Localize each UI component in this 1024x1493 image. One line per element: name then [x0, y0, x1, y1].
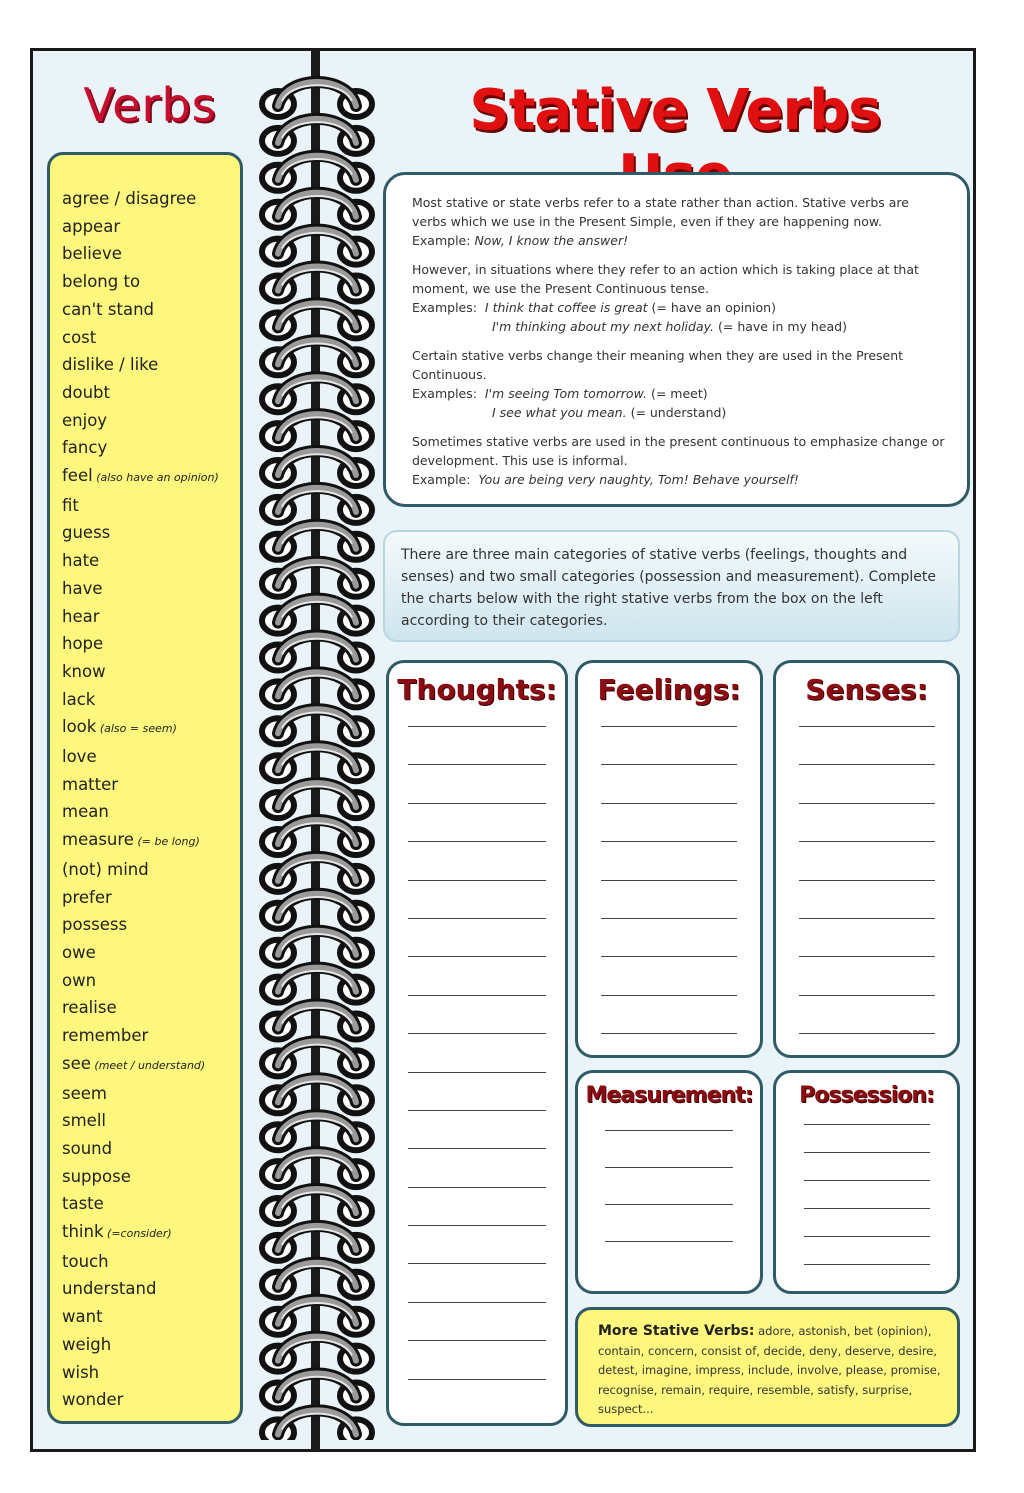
verb-item [62, 884, 240, 912]
answer-line[interactable] [408, 1111, 546, 1149]
verb-word: see [62, 1053, 91, 1073]
verb-word: own [62, 970, 97, 990]
verb-item [62, 1107, 240, 1135]
verb-word: think [62, 1222, 104, 1242]
binding-ring [262, 1078, 372, 1113]
verb-item [62, 268, 240, 296]
verb-word: owe [62, 942, 96, 962]
binding-ring [262, 488, 372, 523]
answer-line[interactable] [601, 919, 737, 957]
example-text: I'm thinking about my next holiday. [492, 319, 715, 334]
verb-item [62, 1275, 240, 1303]
answer-line[interactable] [408, 1341, 546, 1379]
verb-item [62, 630, 240, 658]
answer-line[interactable] [408, 842, 546, 880]
example-label: Example: [412, 472, 471, 487]
verb-word: touch [62, 1251, 109, 1271]
verb-item [62, 1359, 240, 1387]
answer-line[interactable] [408, 881, 546, 919]
task-instructions: There are three main categories of stative verbs (feelings, thoughts and senses) and two small categories (possession and measurement). Complete the charts below with the right stative verbs from the box on the left according to their categories. [383, 530, 960, 642]
answer-line[interactable] [605, 1168, 733, 1205]
binding-ring [262, 377, 372, 412]
thoughts-title: Thoughts: [397, 673, 557, 706]
verb-word: wonder [62, 1390, 124, 1410]
verb-word: have [62, 578, 103, 598]
answer-line[interactable] [408, 996, 546, 1034]
verb-item [62, 603, 240, 631]
more-verbs-label: More Stative Verbs: [598, 1323, 755, 1339]
binding-ring [262, 746, 372, 781]
verb-word: enjoy [62, 410, 108, 430]
measurement-card [575, 1070, 763, 1294]
verb-item [62, 1135, 240, 1163]
binding-ring [262, 340, 372, 375]
verb-item [62, 658, 240, 686]
verb-word: possess [62, 915, 128, 935]
verb-word: guess [62, 523, 111, 543]
verb-item [62, 743, 240, 771]
binding-ring [262, 857, 372, 892]
verb-item [62, 492, 240, 520]
verb-item [62, 575, 240, 603]
binding-ring [262, 414, 372, 449]
binding-ring [262, 525, 372, 560]
answer-line[interactable] [799, 996, 935, 1034]
answer-line[interactable] [804, 1125, 930, 1153]
verb-item [62, 379, 240, 407]
examples-label: Examples: [412, 386, 477, 401]
thoughts-card [386, 660, 568, 1426]
verb-item [62, 324, 240, 352]
feelings-title: Feelings: [597, 673, 741, 706]
senses-card [773, 660, 960, 1058]
binding-ring [262, 1410, 372, 1440]
more-stative-verbs-box [575, 1307, 960, 1427]
answer-line[interactable] [799, 804, 935, 842]
binding-ring [262, 783, 372, 818]
verb-note: (also = seem) [96, 722, 177, 736]
example-note: (= meet) [650, 386, 708, 401]
verb-word: look [62, 717, 97, 737]
explanation-box [383, 172, 970, 507]
binding-ring [262, 1189, 372, 1224]
verb-word: wish [62, 1362, 100, 1382]
verb-item [62, 939, 240, 967]
answer-line[interactable] [601, 706, 737, 727]
verb-item [62, 434, 240, 462]
explanation-p4: Sometimes stative verbs are used in the present continuous to emphasize change or development. This use is informal. [412, 434, 945, 468]
answer-line[interactable] [601, 842, 737, 880]
answer-line[interactable] [804, 1237, 930, 1265]
verb-item [62, 967, 240, 995]
verb-word: feel [62, 466, 93, 486]
binding-ring [262, 968, 372, 1003]
verb-word: smell [62, 1111, 106, 1131]
verb-word: appear [62, 216, 121, 236]
verb-word: understand [62, 1279, 157, 1299]
verb-item [62, 994, 240, 1022]
answer-line[interactable] [799, 765, 935, 803]
verb-note: (meet / understand) [90, 1058, 206, 1072]
possession-card [773, 1070, 960, 1294]
answer-line[interactable] [601, 881, 737, 919]
answer-line[interactable] [601, 957, 737, 995]
verb-item [62, 1163, 240, 1191]
verb-word: dislike / like [62, 355, 159, 375]
answer-line[interactable] [605, 1108, 733, 1131]
explanation-p2: However, in situations where they refer to an action which is taking place at that moment, we use the Present Continuous tense. [412, 262, 919, 296]
verb-word: seem [62, 1083, 107, 1103]
verb-item [62, 1386, 240, 1414]
answer-line[interactable] [408, 957, 546, 995]
binding-ring [262, 230, 372, 265]
example-text: Now, I know the answer! [474, 233, 629, 248]
measurement-title: Measurement: [585, 1083, 753, 1108]
verb-word: love [62, 747, 97, 767]
binding-ring [262, 119, 372, 154]
verb-word: cost [62, 327, 97, 347]
verb-word: doubt [62, 382, 110, 402]
answer-line[interactable] [799, 706, 935, 727]
verb-note: (also have an opinion) [92, 471, 219, 485]
answer-line[interactable] [408, 1034, 546, 1072]
binding-ring [262, 636, 372, 671]
example-text: I'm seeing Tom tomorrow. [484, 386, 647, 401]
page-title: Stative Verbs [469, 78, 881, 143]
verb-item [62, 1248, 240, 1276]
possession-answer-lines [776, 1108, 957, 1265]
answer-line[interactable] [799, 919, 935, 957]
verb-item [62, 1190, 240, 1218]
verb-item [62, 771, 240, 799]
verb-item [62, 240, 240, 268]
answer-line[interactable] [408, 1149, 546, 1187]
verb-item [62, 1022, 240, 1050]
answer-line[interactable] [799, 881, 935, 919]
binding-ring [262, 1115, 372, 1150]
binding-ring [262, 599, 372, 634]
answer-line[interactable] [605, 1131, 733, 1168]
verb-word: realise [62, 998, 117, 1018]
answer-line[interactable] [408, 727, 546, 765]
verb-item [62, 407, 240, 435]
answer-line[interactable] [799, 727, 935, 765]
binding-ring [262, 82, 372, 117]
answer-line[interactable] [408, 1073, 546, 1111]
binding-ring [262, 820, 372, 855]
verb-note: (=consider) [103, 1227, 172, 1241]
feelings-card [575, 660, 763, 1058]
answer-line[interactable] [605, 1205, 733, 1242]
verb-note: (= be long) [133, 835, 200, 849]
verb-word: fit [62, 495, 79, 515]
verb-word: can't stand [62, 299, 154, 319]
answer-line[interactable] [601, 996, 737, 1034]
answer-line[interactable] [601, 804, 737, 842]
verb-item [62, 856, 240, 884]
verb-word: belong to [62, 272, 141, 292]
binding-ring [262, 1041, 372, 1076]
binding-ring [262, 1226, 372, 1261]
verb-item [62, 1303, 240, 1331]
verb-word: remember [62, 1026, 149, 1046]
verb-item [62, 462, 240, 492]
answer-line[interactable] [408, 1226, 546, 1264]
binding-ring [262, 193, 372, 228]
verb-word: weigh [62, 1334, 112, 1354]
more-verbs-list: adore, astonish, bet (opinion), contain, concern, consist of, decide, deny, deserve, desire, detest, imagine, impress, include, involve, please, promise, recognise, remain, require, resemble, satisfy, surprise, suspect... [598, 1324, 941, 1416]
binding-ring [262, 672, 372, 707]
verb-word: prefer [62, 887, 112, 907]
answer-line[interactable] [408, 1264, 546, 1302]
binding-ring [262, 1152, 372, 1187]
verb-item [62, 713, 240, 743]
example-text: I see what you mean. [492, 405, 627, 420]
example-label: Example: [412, 233, 471, 248]
binding-ring [262, 1263, 372, 1298]
senses-title: Senses: [805, 673, 928, 706]
answer-line[interactable] [408, 919, 546, 957]
verb-word: hope [62, 634, 104, 654]
binding-ring [262, 562, 372, 597]
answer-line[interactable] [804, 1153, 930, 1181]
verb-word: want [62, 1307, 103, 1327]
binding-ring [262, 451, 372, 486]
binding-ring [262, 1300, 372, 1335]
verb-item [62, 213, 240, 241]
answer-line[interactable] [408, 1188, 546, 1226]
binding-ring [262, 267, 372, 302]
example-note: (= understand) [630, 405, 727, 420]
verb-item [62, 1080, 240, 1108]
possession-title: Possession: [799, 1083, 934, 1108]
answer-line[interactable] [799, 957, 935, 995]
verb-item [62, 686, 240, 714]
verb-word: (not) mind [62, 859, 149, 879]
example-note: (= have in my head) [718, 319, 847, 334]
verb-word: matter [62, 774, 119, 794]
verb-list [62, 185, 240, 1414]
verb-item [62, 911, 240, 939]
answer-line[interactable] [804, 1181, 930, 1209]
verb-item [62, 1218, 240, 1248]
verb-item [62, 1050, 240, 1080]
answer-line[interactable] [804, 1108, 930, 1125]
verb-word: hate [62, 551, 100, 571]
verb-word: taste [62, 1194, 104, 1214]
feelings-answer-lines [578, 706, 760, 1034]
answer-line[interactable] [408, 804, 546, 842]
answer-line[interactable] [408, 765, 546, 803]
spiral-binding [256, 70, 378, 1440]
verb-word: know [62, 661, 106, 681]
verb-item [62, 519, 240, 547]
binding-ring [262, 1374, 372, 1409]
senses-answer-lines [776, 706, 957, 1034]
answer-line[interactable] [601, 727, 737, 765]
example-text: I think that coffee is great [484, 300, 648, 315]
binding-ring [262, 303, 372, 338]
measurement-answer-lines [578, 1108, 760, 1242]
verb-word: sound [62, 1138, 113, 1158]
verbs-panel-title: Verbs [83, 78, 217, 132]
explanation-p3: Certain stative verbs change their meaning when they are used in the Present Continuous. [412, 348, 904, 382]
verb-word: hear [62, 606, 100, 626]
binding-ring [262, 894, 372, 929]
verb-word: agree / disagree [62, 189, 197, 208]
answer-line[interactable] [804, 1209, 930, 1237]
answer-line[interactable] [408, 1303, 546, 1341]
verb-item [62, 547, 240, 575]
examples-label: Examples: [412, 300, 477, 315]
binding-ring [262, 1337, 372, 1372]
thoughts-answer-lines [389, 706, 565, 1380]
verb-item [62, 185, 240, 213]
verb-item [62, 826, 240, 856]
verb-word: suppose [62, 1166, 131, 1186]
binding-ring [262, 931, 372, 966]
example-note: (= have an opinion) [651, 300, 776, 315]
example-text: You are being very naughty, Tom! Behave yourself! [478, 472, 799, 487]
answer-line[interactable] [408, 706, 546, 727]
verb-list-box [47, 152, 243, 1424]
explanation-p1: Most stative or state verbs refer to a state rather than action. Stative verbs are verbs which we use in the Present Simple, even if they are happening now. [412, 195, 909, 229]
answer-line[interactable] [601, 765, 737, 803]
verb-word: believe [62, 244, 122, 264]
verb-item [62, 798, 240, 826]
verb-word: measure [62, 830, 134, 850]
verb-item [62, 351, 240, 379]
verb-item [62, 1331, 240, 1359]
answer-line[interactable] [799, 842, 935, 880]
binding-ring [262, 156, 372, 191]
verb-word: mean [62, 802, 109, 822]
verb-item [62, 296, 240, 324]
verb-word: lack [62, 689, 96, 709]
verb-word: fancy [62, 438, 108, 458]
binding-ring [262, 1005, 372, 1040]
binding-ring [262, 709, 372, 744]
